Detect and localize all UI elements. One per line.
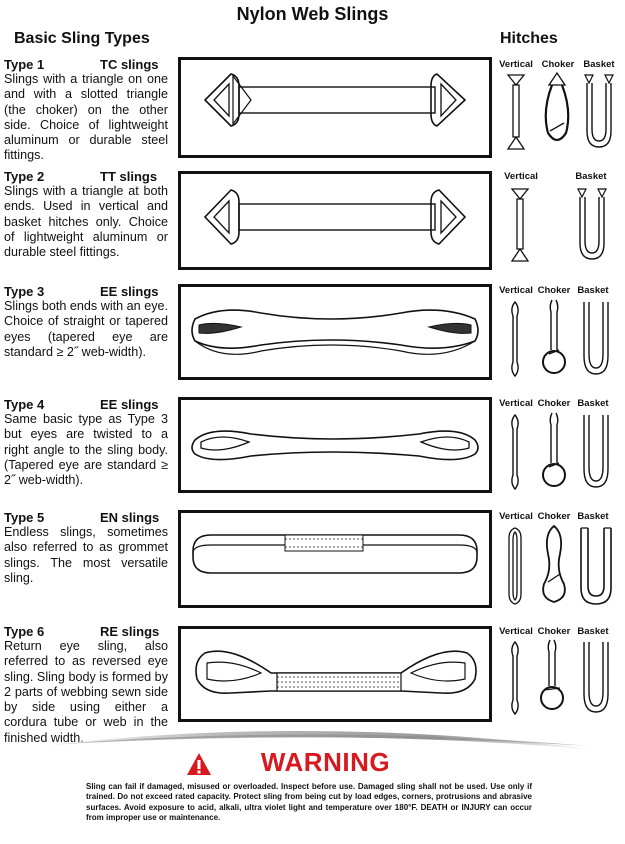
tc-sling-drawing — [181, 60, 489, 155]
sling-illustration-tc — [178, 57, 492, 158]
basket-hitch-icon — [580, 413, 612, 491]
type-label: Type 1 — [4, 57, 45, 72]
type-code: RE slings — [100, 624, 160, 639]
vertical-hitch-icon — [506, 526, 524, 606]
type-code: TC slings — [100, 57, 159, 72]
basket-hitch-icon — [575, 187, 609, 263]
hitch-label-basket: Basket — [577, 285, 609, 296]
hitch-label-vertical: Vertical — [504, 171, 538, 182]
hitch-label-basket: Basket — [577, 626, 609, 637]
hitches-header: Hitches — [500, 30, 558, 47]
vertical-hitch-icon — [508, 640, 522, 716]
choker-hitch-icon — [539, 298, 569, 378]
sling-row-type4 — [0, 397, 625, 509]
hitch-label-vertical: Vertical — [499, 511, 533, 522]
hitch-label-basket: Basket — [575, 171, 607, 182]
type-description: Endless slings, sometimes also referred to as grommet slings. The most versatile sling. — [4, 525, 168, 585]
basket-hitch-icon — [582, 73, 616, 151]
vertical-hitch-icon — [505, 73, 527, 151]
type-description: Slings with a triangle at both ends. Used in vertical and basket hitches only. Choice of lightweight aluminum or durable steel fittings. — [4, 184, 168, 260]
sling-illustration-ee-twisted — [178, 397, 492, 493]
type-code: EE slings — [100, 284, 159, 299]
hitch-label-choker: Choker — [541, 59, 575, 70]
type-label: Type 6 — [4, 624, 45, 639]
re-sling-drawing — [181, 629, 489, 719]
basket-hitch-icon — [578, 526, 614, 606]
vertical-hitch-icon — [508, 300, 522, 378]
hitch-label-vertical: Vertical — [499, 285, 533, 296]
hitch-label-vertical: Vertical — [499, 59, 533, 70]
hitch-label-choker: Choker — [537, 626, 571, 637]
type-code: EE slings — [100, 397, 159, 412]
type-code: EN slings — [100, 510, 160, 525]
basket-hitch-icon — [580, 300, 612, 378]
type-label: Type 3 — [4, 284, 45, 299]
sling-illustration-re — [178, 626, 492, 722]
type-label: Type 4 — [4, 397, 45, 412]
type-description: Slings both ends with an eye. Choice of straight or tapered eyes (tapered eye are standard ≥ 2˝ web-width). — [4, 299, 168, 359]
tt-sling-drawing — [181, 174, 489, 267]
hitch-label-choker: Choker — [537, 511, 571, 522]
hitch-label-basket: Basket — [583, 59, 615, 70]
hitch-label-basket: Basket — [577, 398, 609, 409]
choker-hitch-icon — [538, 524, 570, 606]
type-description: Same basic type as Type 3 but eyes are twisted to a right angle to the sling body. (Tapered eye are standard ≥ 2˝ web-width). — [4, 412, 168, 488]
ee-twisted-sling-drawing — [181, 400, 489, 490]
vertical-hitch-icon — [509, 187, 531, 263]
warning-text: Sling can fail if damaged, misused or overloaded. Inspect before use. Damaged sling shall not be used. Use only if trained. Do not exceed rated capacity. Protect sling from being cut by load edges, corners, protrusions and abrasive surfaces. Avoid exposure to acid, alkali, ultra violet light and temperature over 180°F. DEATH or INJURY can occur from improper use or maintenance. — [86, 782, 532, 822]
en-sling-drawing — [181, 513, 489, 605]
hitch-label-basket: Basket — [577, 511, 609, 522]
sling-row-type2 — [0, 169, 625, 281]
sling-illustration-ee — [178, 284, 492, 380]
sling-row-type5 — [0, 510, 625, 622]
basic-sling-types-header: Basic Sling Types — [14, 30, 150, 47]
sling-row-type6 — [0, 624, 625, 745]
choker-hitch-icon — [539, 411, 569, 491]
type-description: Slings with a triangle on one and with a slotted triangle (the choker) on the other side. Choice of lightweight aluminum or durable steel fittings. — [4, 72, 168, 163]
hitch-label-vertical: Vertical — [499, 626, 533, 637]
page-title: Nylon Web Slings — [236, 4, 389, 24]
choker-hitch-icon — [536, 638, 568, 718]
sling-illustration-en — [178, 510, 492, 608]
sling-illustration-tt — [178, 171, 492, 270]
type-label: Type 5 — [4, 510, 45, 525]
sling-row-type1 — [0, 57, 625, 169]
type-description: Return eye sling, also referred to as reversed eye sling. Sling body is formed by 2 parts of webbing sewn side by side using either a cordura tube or web in the finished width. — [4, 639, 168, 745]
type-code: TT slings — [100, 169, 158, 184]
basket-hitch-icon — [580, 640, 612, 716]
hitch-label-vertical: Vertical — [499, 398, 533, 409]
ee-sling-drawing — [181, 287, 489, 377]
hitch-label-choker: Choker — [537, 285, 571, 296]
hitch-label-choker: Choker — [537, 398, 571, 409]
choker-hitch-icon — [538, 71, 576, 151]
warning-title: WARNING — [260, 747, 391, 777]
sling-row-type3 — [0, 284, 625, 396]
vertical-hitch-icon — [508, 413, 522, 491]
type-label: Type 2 — [4, 169, 45, 184]
